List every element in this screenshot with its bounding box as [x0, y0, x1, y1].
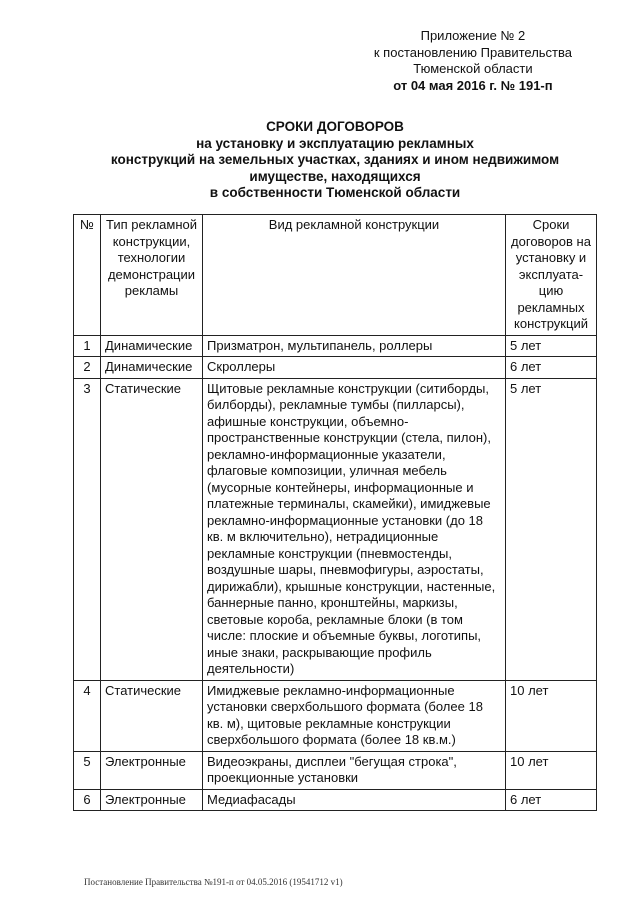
cell-type: Статические — [101, 680, 203, 751]
cell-term: 6 лет — [506, 789, 597, 811]
header-kind: Вид рекламной конструкции — [203, 215, 506, 336]
title-line-2: конструкций на земельных участках, зданиях и ином недвижимом — [110, 152, 560, 167]
appendix-header — [374, 28, 572, 94]
cell-term: 6 лет — [506, 357, 597, 379]
table-header-row — [74, 215, 597, 336]
title-line-1: на установку и эксплуатацию рекламных — [196, 135, 474, 151]
title-line-3: имуществе, находящихся — [249, 168, 421, 184]
cell-term: 5 лет — [506, 378, 597, 680]
document-title — [70, 119, 600, 202]
cell-type: Электронные — [101, 789, 203, 811]
cell-kind: Видеоэкраны, дисплеи "бегущая строка", проекционные установки — [203, 751, 506, 789]
cell-kind: Медиафасады — [203, 789, 506, 811]
document-footer: Постановление Правительства №191-п от 04.05.2016 (19541712 v1) — [84, 877, 343, 887]
cell-type: Статические — [101, 378, 203, 680]
title-main: СРОКИ ДОГОВОРОВ — [266, 119, 404, 134]
table-row — [74, 357, 597, 379]
cell-kind: Имиджевые рекламно-информационные установки сверхбольшого формата (более 18 кв. м), щитовые рекламные конструкции сверхбольшого формата (более 18 кв.м.) — [203, 680, 506, 751]
table-row — [74, 378, 597, 680]
contract-terms-table — [73, 214, 597, 811]
cell-type: Электронные — [101, 751, 203, 789]
appendix-number: Приложение № 2 — [420, 28, 526, 43]
header-type: Тип рекламной конструкции, технологии демонстрации рекламы — [101, 215, 203, 336]
appendix-region: Тюменской области — [413, 61, 533, 76]
appendix-reference: к постановлению Правительства — [373, 44, 572, 60]
table-row — [74, 680, 597, 751]
cell-term: 10 лет — [506, 751, 597, 789]
cell-num: 3 — [74, 378, 101, 680]
cell-num: 5 — [74, 751, 101, 789]
cell-term: 10 лет — [506, 680, 597, 751]
cell-type: Динамические — [101, 335, 203, 357]
cell-type: Динамические — [101, 357, 203, 379]
table-row — [74, 335, 597, 357]
table-row — [74, 751, 597, 789]
appendix-date: от 04 мая 2016 г. № 191-п — [393, 77, 553, 93]
header-term: Сроки договоров на установку и эксплуата-цию рекламных конструкций — [506, 215, 597, 336]
cell-num: 6 — [74, 789, 101, 811]
title-line-4: в собственности Тюменской области — [209, 185, 461, 200]
cell-kind: Скроллеры — [203, 357, 506, 379]
header-num: № — [74, 215, 101, 336]
cell-num: 1 — [74, 335, 101, 357]
cell-num: 4 — [74, 680, 101, 751]
cell-term: 5 лет — [506, 335, 597, 357]
cell-kind: Призматрон, мультипанель, роллеры — [203, 335, 506, 357]
table-row — [74, 789, 597, 811]
cell-num: 2 — [74, 357, 101, 379]
cell-kind: Щитовые рекламные конструкции (ситиборды, билборды), рекламные тумбы (пилларсы), афишные конструкции, объемно-пространственные конструкции (стела, пилон), рекламно-информационные указатели, флаговые композиции, уличная мебель (мусорные контейнеры, информационные и платежные терминалы, скамейки), имиджевые рекламно-информационные установки (до 18 кв. м включительно), нетрадиционные рекламные конструкции (пневмостенды, воздушные шары, пневмофигуры, аэростаты, дирижабли), крышные конструкции, настенные, баннерные панно, кронштейны, маркизы, световые короба, рекламные блоки (в том числе: плоские и объемные буквы, логотипы, иные знаки, раскрывающие профиль деятельности) — [203, 378, 506, 680]
